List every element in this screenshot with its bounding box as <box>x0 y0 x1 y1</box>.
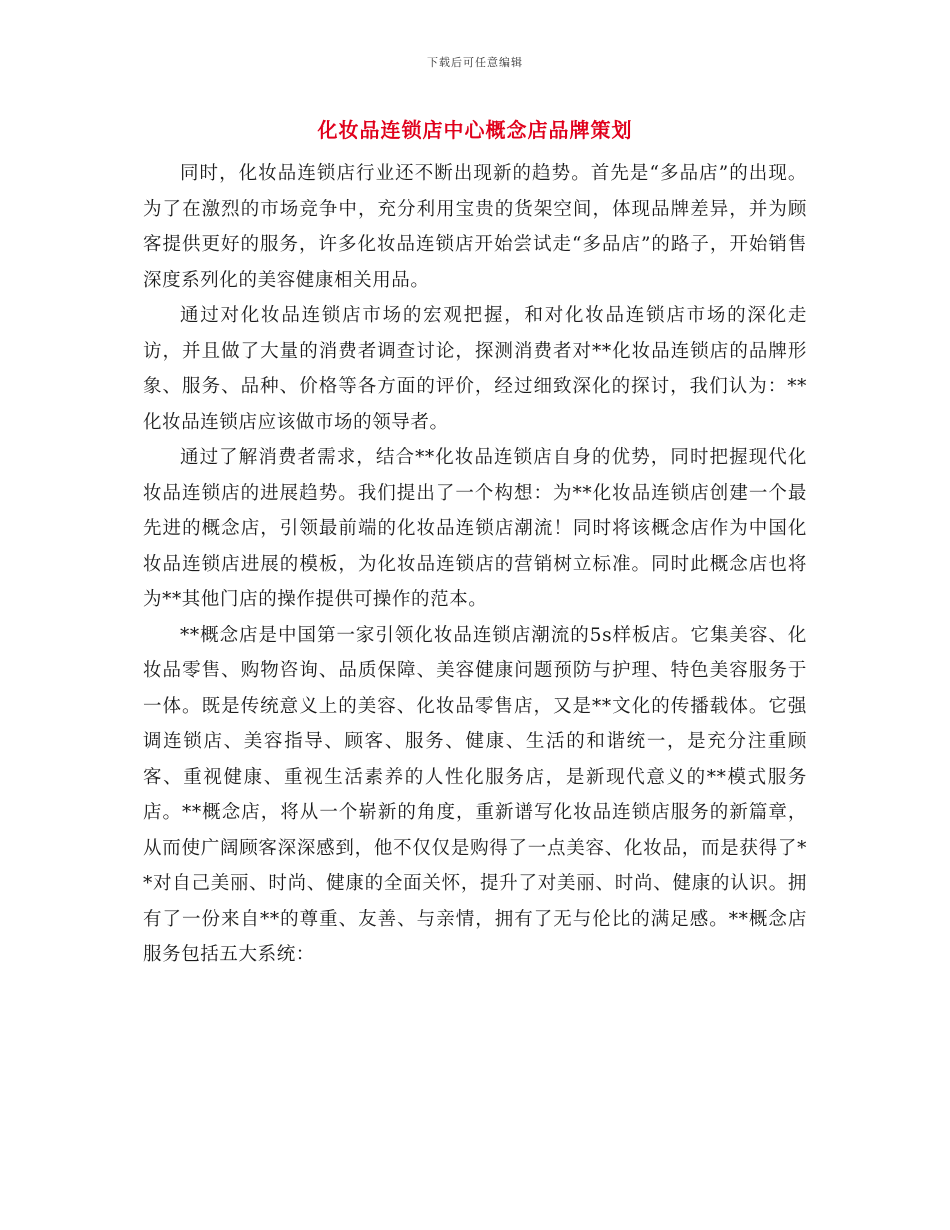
paragraph-market-research: 通过对化妆品连锁店市场的宏观把握，和对化妆品连锁店市场的深化走访，并且做了大量的消费者调查讨论，探测消费者对**化妆品连锁店的品牌形象、服务、品种、价格等各方面的评价，经过细致深化的探讨，我们认为：**化妆品连锁店应该做市场的领导者。 <box>143 305 807 433</box>
document-title: 化妆品连锁店中心概念店品牌策划 <box>317 118 633 142</box>
paragraph-multi-brand-trend: 同时，化妆品连锁店行业还不断出现新的趋势。首先是“多品店”的出现。为了在激烈的市场竞争中，充分利用宝贵的货架空间，体现品牌差异，并为顾客提供更好的服务，许多化妆品连锁店开始尝试走“多品店”的路子，开始销售深度系列化的美容健康相关用品。 <box>143 163 807 291</box>
document-body <box>143 156 807 973</box>
paragraph-concept-proposal: 通过了解消费者需求，结合**化妆品连锁店自身的优势，同时把握现代化妆品连锁店的进展趋势。我们提出了一个构想：为**化妆品连锁店创建一个最先进的概念店，引领最前端的化妆品连锁店潮流！同时将该概念店作为中国化妆品连锁店进展的模板，为化妆品连锁店的营销树立标准。同时此概念店也将为**其他门店的操作提供可操作的范本。 <box>143 447 807 610</box>
paragraph-concept-store-description: **概念店是中国第一家引领化妆品连锁店潮流的5s样板店。它集美容、化妆品零售、购物咨询、品质保障、美容健康问题预防与护理、特色美容服务于一体。既是传统意义上的美容、化妆品零售店，又是**文化的传播载体。它强调连锁店、美容指导、顾客、服务、健康、生活的和谐统一，是充分注重顾客、重视健康、重视生活素养的人性化服务店，是新现代意义的**模式服务店。**概念店，将从一个崭新的角度，重新谱写化妆品连锁店服务的新篇章，从而使广阔顾客深深感到，他不仅仅是购得了一点美容、化妆品，而是获得了**对自己美丽、时尚、健康的全面关怀，提升了对美丽、时尚、健康的认识。拥有了一份来自**的尊重、友善、与亲情，拥有了无与伦比的满足感。**概念店服务包括五大系统： <box>143 624 807 965</box>
page-header-note: 下载后可任意编辑 <box>427 56 523 69</box>
